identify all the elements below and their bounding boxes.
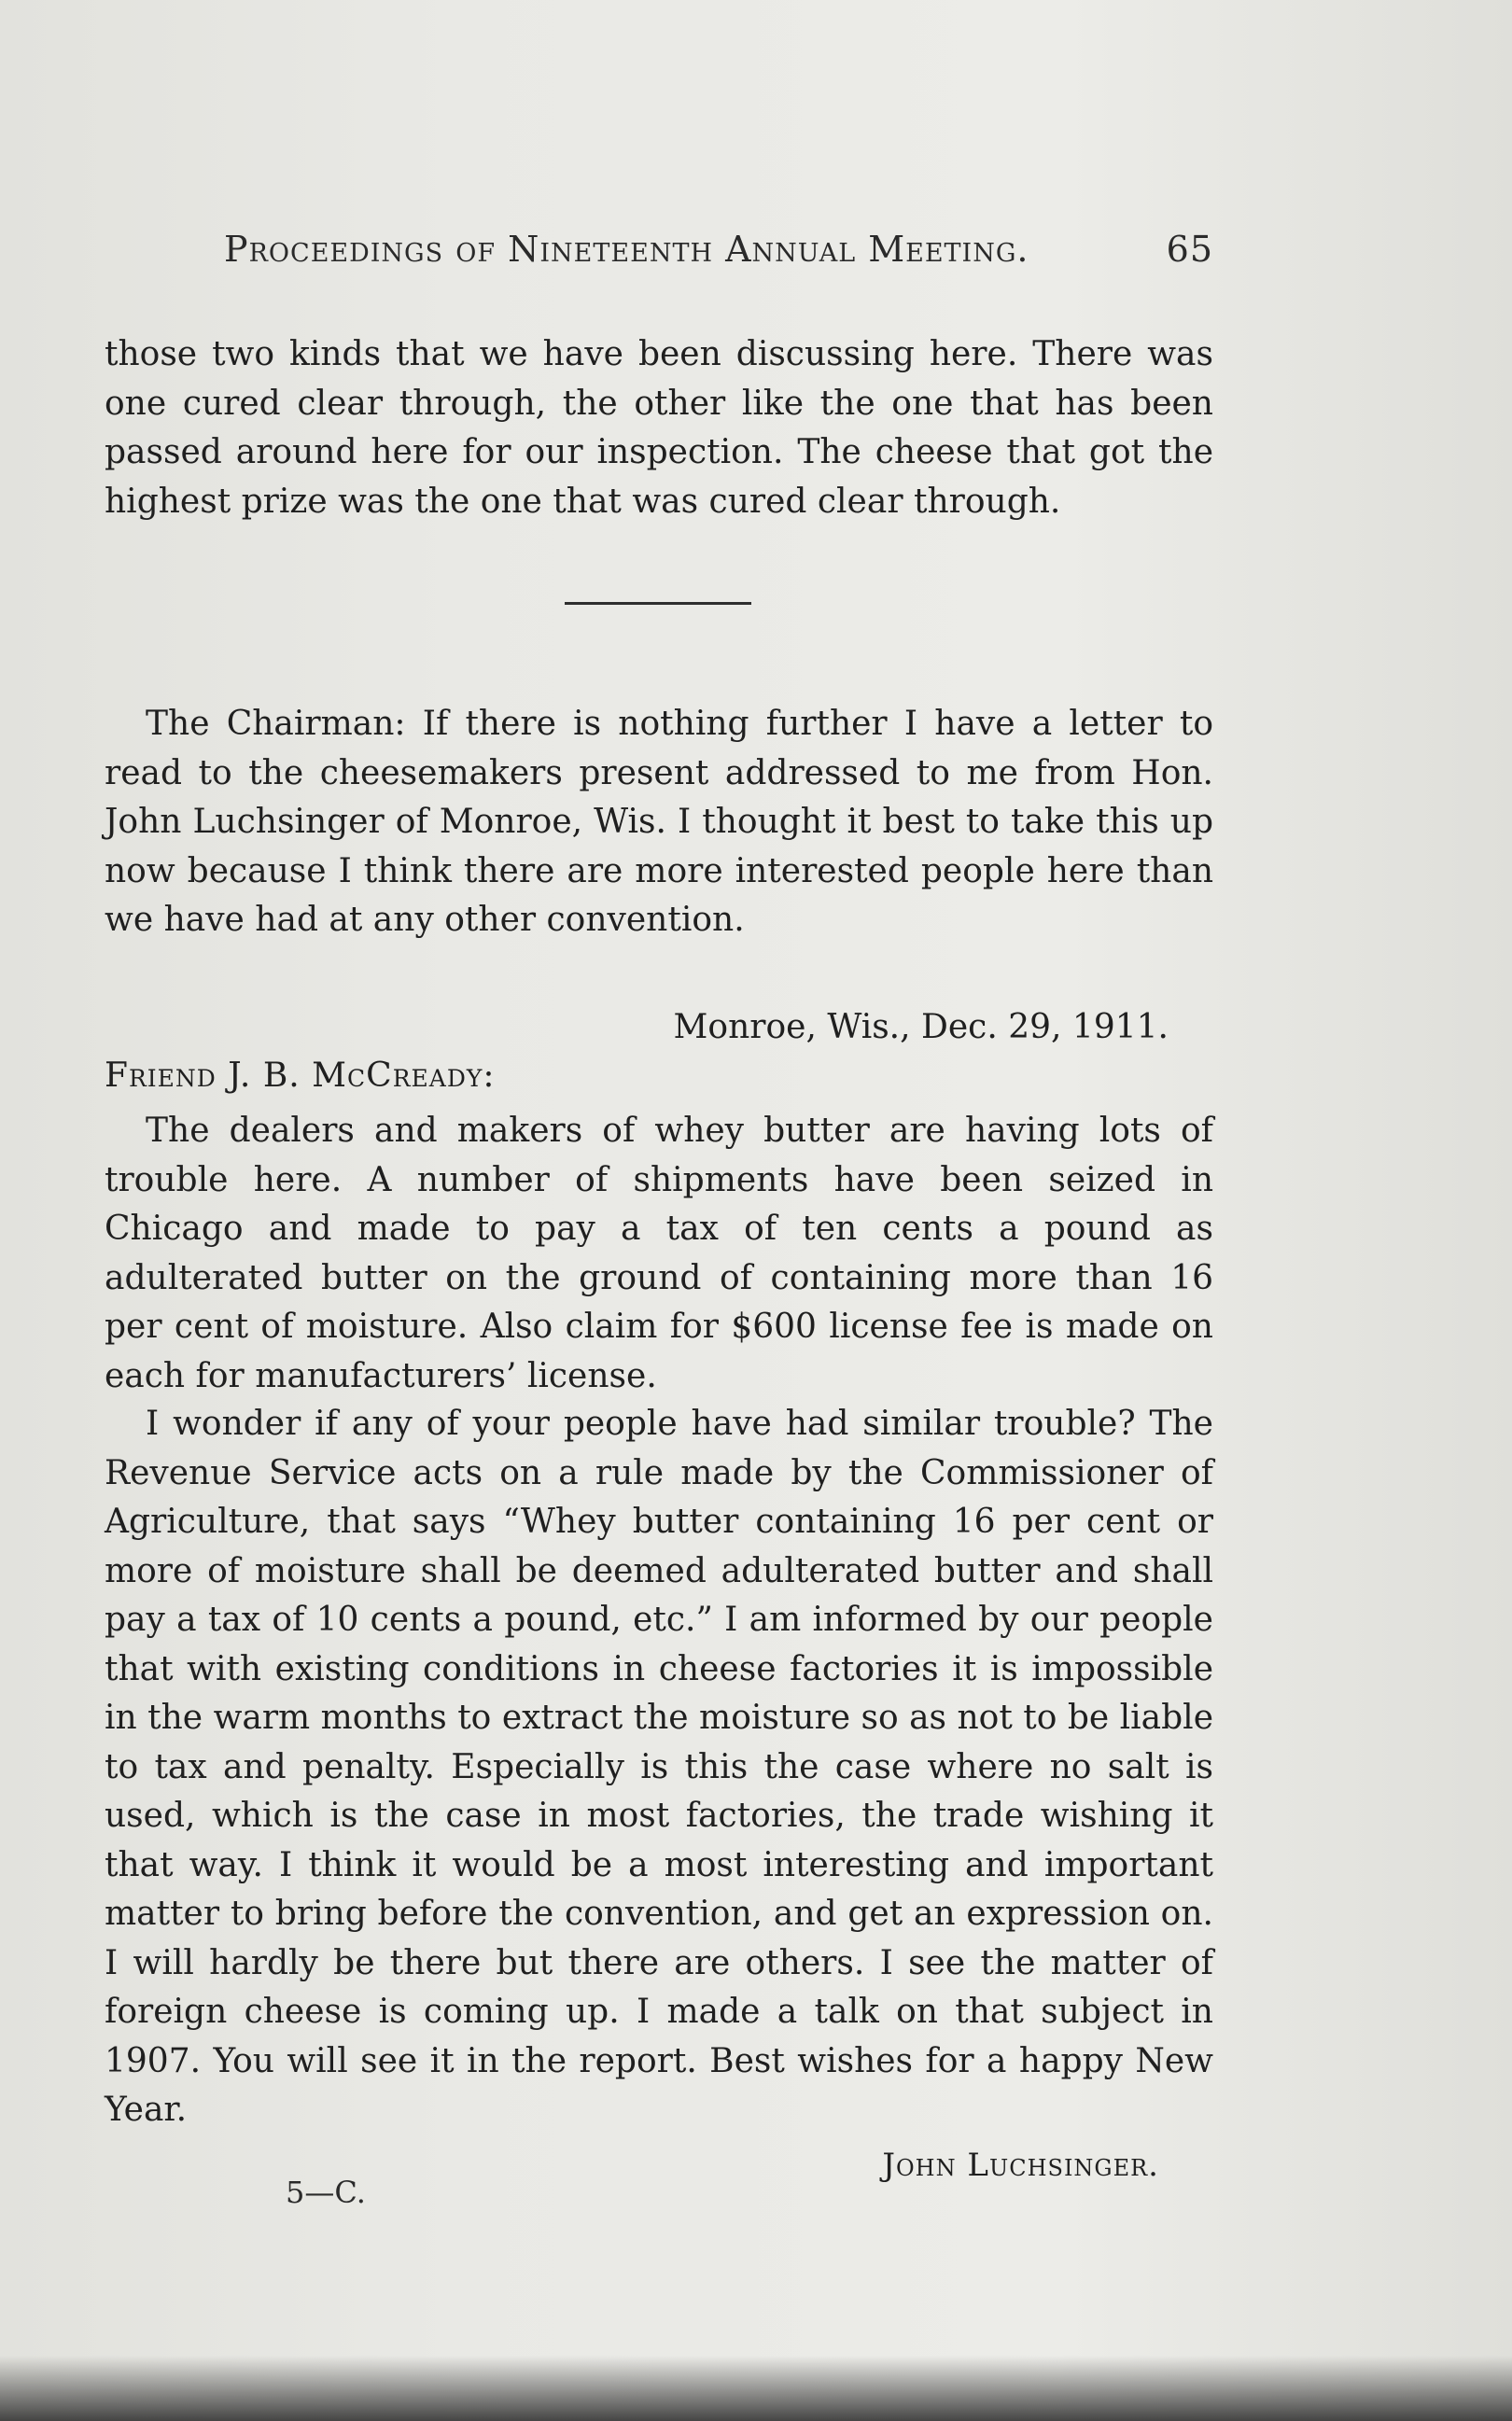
letter-signature: John Luchsinger. [882, 2147, 1159, 2184]
page-bottom-shadow [0, 2356, 1512, 2421]
header-title: Proceedings of Nineteenth Annual Meeting. [224, 229, 1029, 270]
paragraph-discussion-end: those two kinds that we have been discussing here. There was one cured clear through, the other like the one that has been passed around here for our inspection. The cheese that got the highest prize was the one that was cured clear through. [105, 335, 1213, 521]
letter-paragraph-2: I wonder if any of your people have had similar trouble? The Revenue Service acts on a rule made by the Commissioner of Agriculture, that says “Whey butter containing 16 per cent or more of moisture shall be deemed adulterated butter and shall pay a tax of 10 cents a pound, etc.” I am informed by our people that with existing conditions in cheese factories it is impossible in the warm months to extract the moisture so as not to be liable to tax and penalty. Especially is this the case where no salt is used, which is the case in most factories, the trade wishing it that way. I think it would be a most interesting and important matter to bring before the convention, and get an expression on. I will hardly be there but there are others. I see the matter of foreign cheese is coming up. I made a talk on that subject in 1907. You will see it in the report. Best wishes for a happy New Year. [105, 1405, 1213, 2129]
page-number: 65 [1166, 229, 1213, 270]
letter-dateline: Monroe, Wis., Dec. 29, 1911. [673, 1008, 1169, 1046]
letter-salutation: Friend J. B. McCready: [105, 1057, 496, 1095]
letter-paragraph-1: The dealers and makers of whey butter are having lots of trouble here. A number of shipments have been seized in Chicago and made to pay a tax of ten cents a pound as adulterated butter on the ground of containing more than 16 per cent of moisture. Also claim for $600 license fee is made on each for manufacturers’ license. [105, 1112, 1213, 1395]
running-header [224, 229, 1213, 275]
signature-mark: 5—C. [286, 2175, 366, 2210]
section-divider [565, 602, 751, 605]
paragraph-chairman: The Chairman: If there is nothing further I have a letter to read to the cheesemakers present addressed to me from Hon. John Luchsinger of Monroe, Wis. I thought it best to take this up now because I think there are more interested people here than we have had at any other convention. [105, 705, 1213, 939]
